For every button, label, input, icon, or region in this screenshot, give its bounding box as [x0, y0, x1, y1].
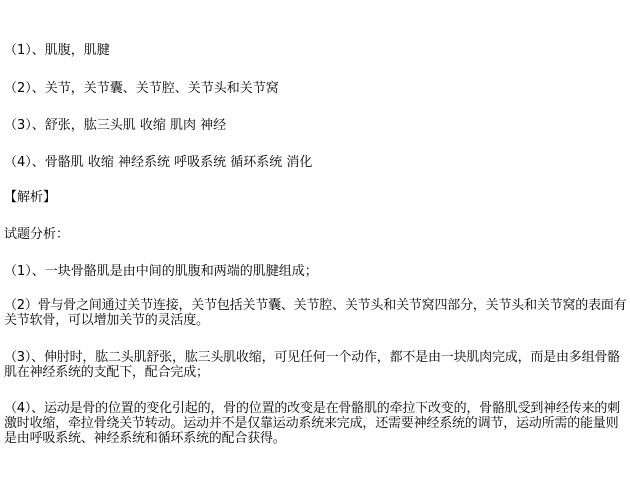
analysis-item-3: （3）、伸肘时，肱二头肌舒张，肱三头肌收缩，可见任何一个动作，都不是由一块肌肉完成，而是由多组骨骼肌在神经系统的支配下，配合完成； — [4, 350, 620, 380]
analysis-item-4: （4）、运动是骨的位置的变化引起的，骨的位置的改变是在骨骼肌的牵拉下改变的，骨骼肌受到神经传来的刺激时收缩，牵拉骨绕关节转动。运动并不是仅靠运动系统来完成，还需要神经系统的调节，运动所需的能量则是由呼吸系统、神经系统和循环系统的配合获得。 — [4, 401, 620, 446]
answer-line-3: （3）、舒张，肱三头肌 收缩 肌肉 神经 — [4, 118, 227, 133]
analysis-item-2: （2）骨与骨之间通过关节连接，关节包括关节囊、关节腔、关节头和关节窝四部分，关节头和关节窝的表面有关节软骨，可以增加关节的灵活度。 — [4, 298, 627, 328]
analysis-item-1: （1）、一块骨骼肌是由中间的肌腹和两端的肌腱组成； — [4, 264, 318, 279]
answer-line-4: （4）、骨骼肌 收缩 神经系统 呼吸系统 循环系统 消化 — [4, 155, 313, 170]
answer-line-2: （2）、关节，关节囊、关节腔、关节头和关节窝 — [4, 81, 279, 96]
analysis-intro: 试题分析： — [4, 227, 70, 242]
analysis-heading: 【解析】 — [4, 190, 57, 205]
answer-line-1: （1）、肌腹，肌腱 — [4, 43, 110, 58]
